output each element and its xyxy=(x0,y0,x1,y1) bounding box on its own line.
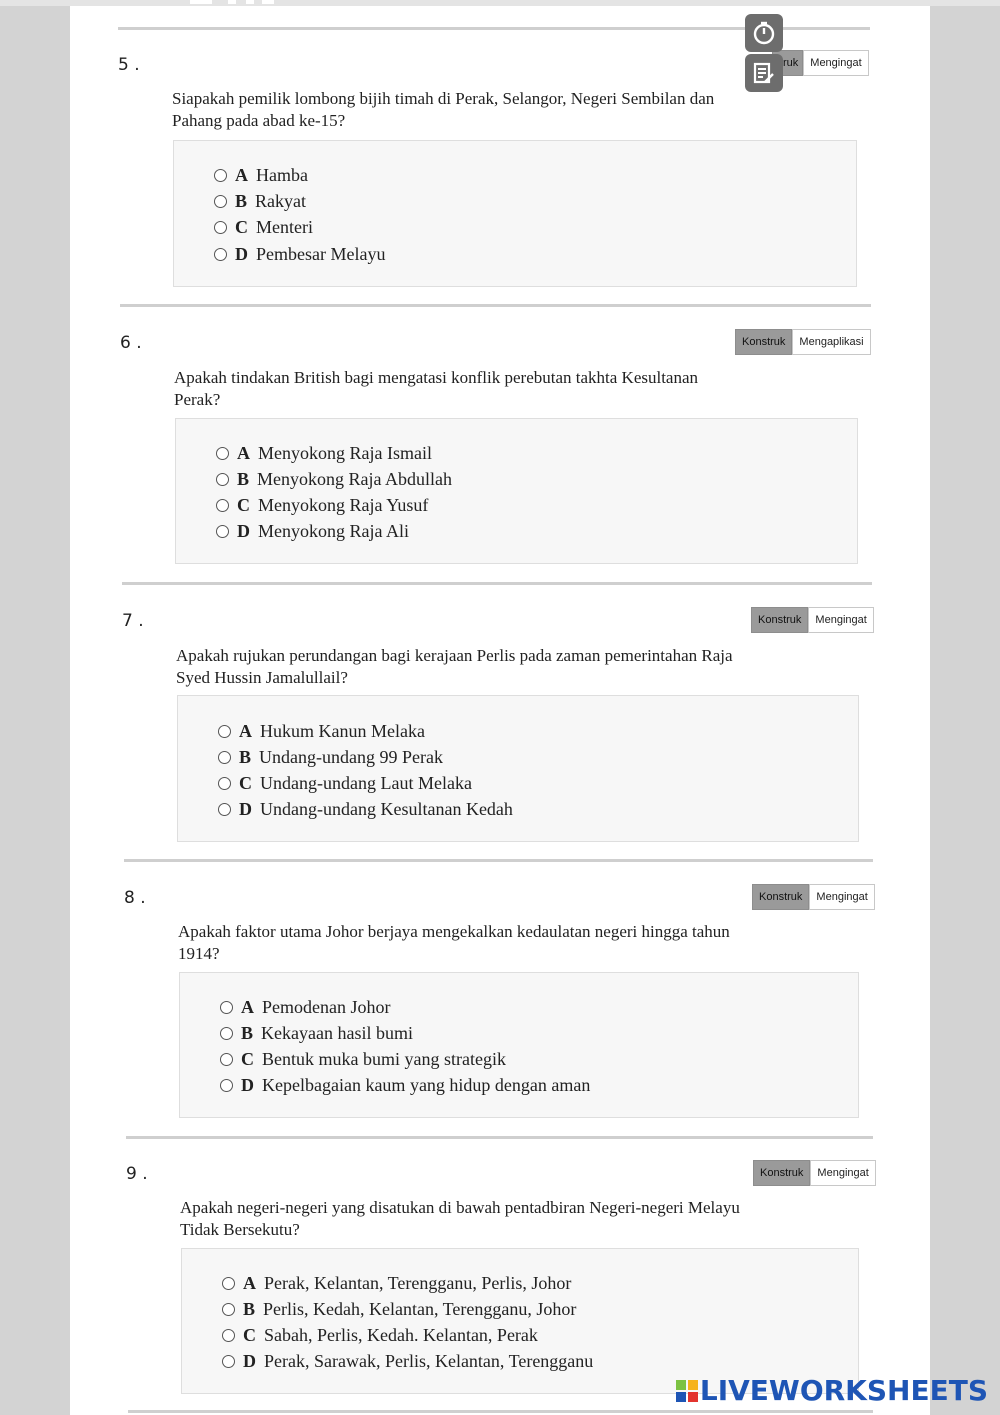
option-letter: D xyxy=(243,1350,256,1371)
option-letter: B xyxy=(241,1022,254,1043)
radio-button[interactable] xyxy=(222,1303,235,1316)
question-tags xyxy=(772,50,869,76)
option-letter: D xyxy=(239,798,252,819)
question-divider xyxy=(124,859,873,862)
radio-button[interactable] xyxy=(216,447,229,460)
option-letter: D xyxy=(235,243,248,264)
top-edge xyxy=(0,0,1000,6)
question-text-line: Pahang pada abad ke-15? xyxy=(172,111,346,130)
options-box xyxy=(179,972,859,1118)
tag-level: Mengaplikasi xyxy=(792,329,870,355)
option-letter: C xyxy=(241,1048,254,1069)
option-letter: C xyxy=(237,494,250,515)
radio-button[interactable] xyxy=(220,1027,233,1040)
question-text-line: Apakah negeri-negeri yang disatukan di bawah pentadbiran Negeri-negeri Melayu xyxy=(180,1198,740,1217)
option-b[interactable] xyxy=(220,1021,413,1045)
option-text: Menyokong Raja Ali xyxy=(258,520,409,541)
option-letter: B xyxy=(237,468,250,489)
option-letter: B xyxy=(235,190,248,211)
question-divider xyxy=(128,1410,873,1413)
option-text: Menyokong Raja Ismail xyxy=(258,442,432,463)
question-text-line: Siapakah pemilik lombong bijih timah di Perak, Selangor, Negeri Sembilan dan xyxy=(172,89,715,108)
options-box xyxy=(173,140,857,287)
question-divider xyxy=(126,1136,873,1139)
radio-button[interactable] xyxy=(218,725,231,738)
radio-button[interactable] xyxy=(222,1355,235,1368)
question-number: 9 . xyxy=(126,1164,148,1184)
option-text: Pembesar Melayu xyxy=(256,243,386,264)
option-a[interactable] xyxy=(220,995,390,1019)
radio-button[interactable] xyxy=(220,1001,233,1014)
tag-level: Mengingat xyxy=(808,607,873,633)
top-edge-mark xyxy=(246,0,254,4)
tag-level: Mengingat xyxy=(803,50,868,76)
liveworksheets-logo-icon xyxy=(676,1380,698,1402)
option-text: Menyokong Raja Yusuf xyxy=(258,494,429,515)
question-number: 8 . xyxy=(124,888,146,908)
option-text: Hukum Kanun Melaka xyxy=(260,720,425,741)
option-letter: A xyxy=(243,1272,256,1293)
liveworksheets-watermark xyxy=(676,1374,988,1407)
option-letter: B xyxy=(243,1298,256,1319)
option-letter: D xyxy=(241,1074,254,1095)
timer-icon xyxy=(751,20,777,46)
question-text-line: Perak? xyxy=(174,390,221,409)
options-box xyxy=(177,695,859,842)
top-edge-mark xyxy=(262,0,274,4)
option-text: Undang-undang Kesultanan Kedah xyxy=(260,798,513,819)
question-text-line: Apakah tindakan British bagi mengatasi konflik perebutan takhta Kesultanan xyxy=(174,368,699,387)
option-b[interactable] xyxy=(218,745,443,769)
radio-button[interactable] xyxy=(220,1053,233,1066)
option-letter: A xyxy=(239,720,252,741)
option-letter: D xyxy=(237,520,250,541)
tag-level: Mengingat xyxy=(810,1160,875,1186)
option-c[interactable] xyxy=(220,1047,506,1071)
question-divider xyxy=(122,582,872,585)
watermark-text: LIVEWORKSHEETS xyxy=(699,1374,988,1407)
option-letter: C xyxy=(235,216,248,237)
question-text-line: 1914? xyxy=(178,944,220,963)
option-text: Hamba xyxy=(256,164,308,185)
options-box xyxy=(175,418,858,564)
option-letter: A xyxy=(241,996,254,1017)
radio-button[interactable] xyxy=(214,221,227,234)
option-letter: B xyxy=(239,746,252,767)
option-d[interactable] xyxy=(222,1349,593,1373)
question-tags xyxy=(735,329,871,355)
option-text: Menyokong Raja Abdullah xyxy=(257,468,452,489)
question-number: 7 . xyxy=(122,611,144,631)
question-number: 5 . xyxy=(118,55,140,75)
question-tags xyxy=(751,607,874,633)
timer-button[interactable] xyxy=(745,14,783,52)
option-letter: C xyxy=(239,772,252,793)
radio-button[interactable] xyxy=(216,473,229,486)
option-c[interactable] xyxy=(222,1323,538,1347)
tag-level: Mengingat xyxy=(809,884,874,910)
option-d[interactable] xyxy=(214,242,385,266)
option-b[interactable] xyxy=(216,467,452,491)
question-text xyxy=(180,1197,740,1241)
options-box xyxy=(181,1248,859,1394)
option-letter: A xyxy=(237,442,250,463)
radio-button[interactable] xyxy=(222,1329,235,1342)
option-text: Perlis, Kedah, Kelantan, Terengganu, Johor xyxy=(263,1298,577,1319)
option-a[interactable] xyxy=(216,441,432,465)
option-c[interactable] xyxy=(214,215,313,239)
radio-button[interactable] xyxy=(220,1079,233,1092)
option-d[interactable] xyxy=(218,797,513,821)
option-b[interactable] xyxy=(222,1297,576,1321)
option-a[interactable] xyxy=(222,1271,571,1295)
tag-construct: Konstruk xyxy=(735,329,792,355)
option-letter: C xyxy=(243,1324,256,1345)
top-edge-mark xyxy=(228,0,236,4)
notes-button[interactable] xyxy=(745,54,783,92)
option-text: Rakyat xyxy=(255,190,307,211)
radio-button[interactable] xyxy=(214,195,227,208)
option-text: Perak, Sarawak, Perlis, Kelantan, Terengganu xyxy=(264,1350,594,1371)
question-tags xyxy=(753,1160,876,1186)
tag-construct: ruk xyxy=(772,50,803,76)
radio-button[interactable] xyxy=(218,751,231,764)
radio-button[interactable] xyxy=(218,777,231,790)
tag-construct: Konstruk xyxy=(751,607,808,633)
question-text xyxy=(172,88,714,132)
radio-button[interactable] xyxy=(222,1277,235,1290)
option-a[interactable] xyxy=(218,719,425,743)
notes-icon xyxy=(751,60,777,86)
question-tags xyxy=(752,884,875,910)
radio-button[interactable] xyxy=(214,248,227,261)
radio-button[interactable] xyxy=(218,803,231,816)
option-letter: A xyxy=(235,164,248,185)
option-text: Undang-undang Laut Melaka xyxy=(260,772,472,793)
option-c[interactable] xyxy=(216,493,428,517)
option-text: Kepelbagaian kaum yang hidup dengan aman xyxy=(262,1074,591,1095)
option-d[interactable] xyxy=(216,519,409,543)
question-text xyxy=(178,921,730,965)
option-text: Perak, Kelantan, Terengganu, Perlis, Johor xyxy=(264,1272,572,1293)
question-text-line: Syed Hussin Jamalullail? xyxy=(176,668,348,687)
question-text-line: Apakah rujukan perundangan bagi kerajaan Perlis pada zaman pemerintahan Raja xyxy=(176,646,733,665)
question-text-line: Tidak Bersekutu? xyxy=(180,1220,300,1239)
option-c[interactable] xyxy=(218,771,472,795)
option-text: Sabah, Perlis, Kedah. Kelantan, Perak xyxy=(264,1324,538,1345)
option-b[interactable] xyxy=(214,189,306,213)
option-text: Kekayaan hasil bumi xyxy=(261,1022,413,1043)
question-text xyxy=(174,367,698,411)
tag-construct: Konstruk xyxy=(752,884,809,910)
question-divider xyxy=(120,304,871,307)
tag-construct: Konstruk xyxy=(753,1160,810,1186)
radio-button[interactable] xyxy=(216,499,229,512)
option-text: Pemodenan Johor xyxy=(262,996,391,1017)
radio-button[interactable] xyxy=(216,525,229,538)
question-number: 6 . xyxy=(120,333,142,353)
radio-button[interactable] xyxy=(214,169,227,182)
option-a[interactable] xyxy=(214,163,308,187)
option-text: Undang-undang 99 Perak xyxy=(259,746,443,767)
option-text: Menteri xyxy=(256,216,313,237)
option-d[interactable] xyxy=(220,1073,590,1097)
top-edge-mark xyxy=(190,0,212,4)
question-text-line: Apakah faktor utama Johor berjaya mengekalkan kedaulatan negeri hingga tahun xyxy=(178,922,730,941)
option-text: Bentuk muka bumi yang strategik xyxy=(262,1048,506,1069)
question-text xyxy=(176,645,733,689)
